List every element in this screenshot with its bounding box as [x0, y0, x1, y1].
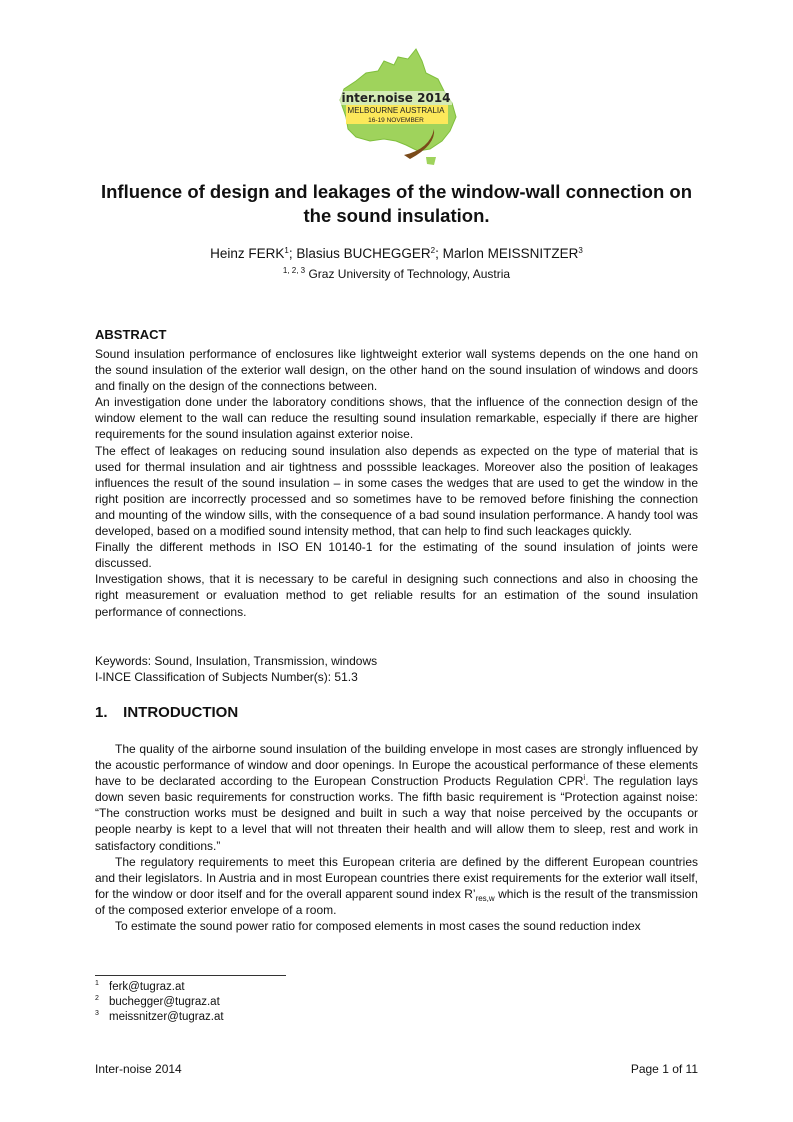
footer-page-number: Page 1 of 11 [630, 1062, 698, 1076]
footnote-2: $^2$ buchegger@tugraz.at [95, 995, 220, 1009]
footnote-3: $^3$ meissnitzer@tugraz.at [95, 1010, 224, 1024]
author-3-name: ; Marlon MEISSNITZER [435, 246, 579, 261]
section-heading-introduction [95, 704, 238, 721]
footnote-rule [95, 975, 286, 976]
logo-location-text: MELBOURNE AUSTRALIA [347, 106, 445, 115]
author-1-mark: 1 [284, 246, 289, 255]
abstract-heading: ABSTRACT [95, 327, 167, 342]
index-subscript: res,w [475, 893, 495, 903]
intro-p1-text-a: The quality of the airborne sound insulation of the building envelope in most cases are strongly influenced by the acoustic performance of window and door openings. In Europe the acoustical performance of these elements have to be declarated according to the European Construction Products Regulation CPR [95, 742, 698, 789]
intro-p1-text-b: . The regulation lays down seven basic requirements for construction works. The fifth basic requirement is “Protection against noise: “The construction works must be designed and built in such a way that noise perceived by the occupants or people nearby is kept to a level that will not threaten their health and will allow them to sleep, rest and work in satisfactory conditions.” [95, 774, 698, 853]
classification-line: I-INCE Classification of Subjects Number(s): 51.3 [95, 670, 358, 684]
footer-conference: Inter-noise 2014 [95, 1062, 182, 1076]
author-list [80, 245, 713, 263]
footnote-1-email[interactable]: ferk@tugraz.at [109, 981, 185, 993]
abstract-paragraph-3: The effect of leakages on reducing sound insulation also depends as expected on the type of material that is used for thermal insulation and air tightness and posssible leackages. Moreover also the position of leakages influences the result of the sound insulation – in some cases the wedges that are used to get the window in the right position are incorrectly processed and so sometimes have to be removed before finishing the connection and mounting of the window sills, with the consequence of a bad sound insulation performance. A handy tool was developed, based on a modified sound intensity method, that can help to find such leackages quickly. [95, 443, 698, 539]
keywords-line: Keywords: Sound, Insulation, Transmission, windows [95, 654, 378, 668]
affiliation-text: Graz University of Technology, Austria [305, 267, 511, 281]
conference-logo [326, 45, 466, 171]
keywords-block [95, 653, 698, 685]
affiliation-marks: 1, 2, 3 [282, 266, 306, 275]
intro-paragraph-2 [95, 854, 698, 918]
author-2-name: ; Blasius BUCHEGGER [288, 246, 431, 261]
affiliation [80, 266, 713, 282]
abstract-paragraph-4: Finally the different methods in ISO EN 10140-1 for the estimating of the sound insulation of joints were discussed. [95, 540, 698, 571]
tasmania-shape [426, 157, 436, 165]
paper-title [80, 180, 713, 228]
footnotes [95, 980, 224, 1026]
abstract-paragraph-5: Investigation shows, that it is necessary to be careful in designing such connections and also in choosing the right measurement or evaluation method to get reliable results for an estimation of the sound insulation performance of connections. [95, 572, 698, 619]
abstract-body [95, 346, 698, 620]
footnote-2-email[interactable]: buchegger@tugraz.at [109, 996, 220, 1009]
logo-title-text: inter.noise 2014 [341, 91, 451, 105]
section-number: 1. [95, 704, 108, 721]
title-line-2: the sound insulation. [303, 205, 490, 226]
introduction-body [95, 741, 698, 934]
logo-dates-text: 16-19 NOVEMBER [368, 117, 424, 124]
footnote-1: $^1$ ferk@tugraz.at [95, 980, 185, 993]
abstract-paragraph-1: Sound insulation performance of enclosures like lightweight exterior wall systems depends on the one hand on the sound insulation of the exterior wall design, on the other hand on the sound insulation of windows and doors and finally on the design of the connections between. [95, 347, 698, 394]
author-3-mark: 3 [578, 246, 583, 255]
intro-p2-text-b: which is the result of the transmission of the composed exterior envelope of a room. [95, 886, 698, 917]
author-1-name: Heinz FERK [210, 246, 285, 261]
intro-p2-text-a: The regulatory requirements to meet this European criteria are defined by the different European countries and their legislators. In Austria and in most European countries there exist requirements for the exterior wall itself, for the window or door itself and for the overall apparent sound index R’ [95, 854, 698, 901]
intro-paragraph-1 [95, 741, 698, 854]
title-line-1: Influence of design and leakages of the window-wall connection on [100, 181, 693, 202]
abstract-paragraph-2: An investigation done under the laboratory conditions shows, that the influence of the connection design of the window element to the wall can reduce the resulting sound insulation remarkable, especially if there are higher requirements for the sound insulation against exterior noise. [95, 395, 698, 442]
section-title: INTRODUCTION [123, 704, 239, 721]
endnote-mark-i: i [583, 773, 586, 783]
footnote-3-email[interactable]: meissnitzer@tugraz.at [109, 1011, 224, 1024]
intro-paragraph-3: To estimate the sound power ratio for composed elements in most cases the sound reduction index [115, 919, 641, 934]
author-2-mark: 2 [430, 246, 436, 255]
